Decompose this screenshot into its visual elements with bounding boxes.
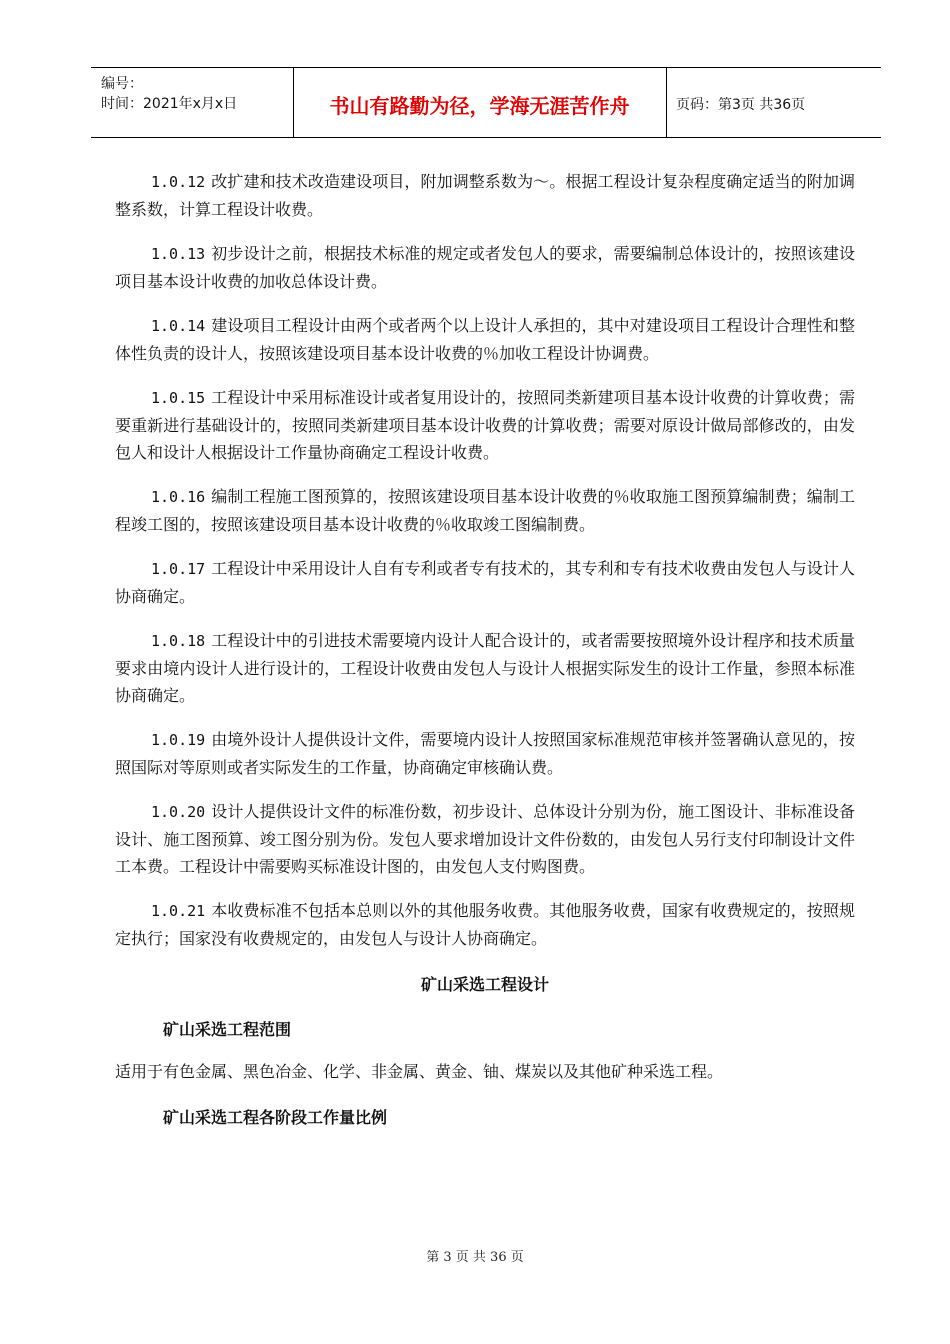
header-left-cell — [91, 68, 294, 137]
clause-text: 建设项目工程设计由两个或者两个以上设计人承担的，其中对建设项目工程设计合理性和整体性负责的设计人，按照该建设项目基本设计收费的％加收工程设计协调费。 — [115, 316, 855, 363]
time-label: 时间：2021年x月x日 — [101, 96, 238, 112]
clause-text: 改扩建和技术改造建设项目，附加调整系数为～。根据工程设计复杂程度确定适当的附加调整系数，计算工程设计收费。 — [115, 172, 855, 219]
clause-number: 1.0.15 — [151, 389, 206, 407]
motto: 书山有路勤为径，学海无涯苦作舟 — [329, 94, 630, 118]
clause-text: 本收费标准不包括本总则以外的其他服务收费。其他服务收费，国家有收费规定的，按照规定执行；国家没有收费规定的，由发包人与设计人协商确定。 — [115, 901, 855, 948]
clause-paragraph — [115, 627, 855, 709]
clause-number: 1.0.21 — [151, 902, 206, 920]
clause-paragraph — [115, 726, 855, 781]
clause-text: 工程设计中采用设计人自有专利或者专有技术的，其专利和专有技术收费由发包人与设计人协商确定。 — [115, 559, 855, 606]
clause-paragraph — [115, 897, 855, 952]
section-title: 矿山采选工程设计 — [420, 975, 549, 994]
clause-number: 1.0.16 — [151, 488, 206, 506]
scope-heading: 矿山采选工程范围 — [163, 1020, 292, 1039]
clause-text: 工程设计中采用标准设计或者复用设计的，按照同类新建项目基本设计收费的计算收费；需要重新进行基础设计的，按照同类新建项目基本设计收费的计算收费；需要对原设计做局部修改的，由发包人和设计人根据设计工作量协商确定工程设计收费。 — [115, 388, 855, 462]
clause-text: 工程设计中的引进技术需要境内设计人配合设计的，或者需要按照境外设计程序和技术质量要求由境内设计人进行设计的，工程设计收费由发包人与设计人根据实际发生的设计工作量，参照本标准协商确定。 — [115, 631, 855, 705]
clause-paragraph — [115, 555, 855, 610]
header-middle-cell — [293, 68, 667, 137]
clause-number: 1.0.20 — [151, 803, 206, 821]
ratio-heading: 矿山采选工程各阶段工作量比例 — [163, 1108, 388, 1127]
clause-text: 由境外设计人提供设计文件，需要境内设计人按照国家标准规范审核并签署确认意见的，按照国际对等原则或者实际发生的工作量，协商确定审核确认费。 — [115, 730, 855, 777]
clause-number: 1.0.19 — [151, 731, 206, 749]
header-right-cell — [666, 68, 881, 137]
code-label: 编号： — [101, 76, 143, 92]
clause-text: 设计人提供设计文件的标准份数，初步设计、总体设计分别为份，施工图设计、非标准设备设计、施工图预算、竣工图分别为份。发包人要求增加设计文件份数的，由发包人另行支付印制设计文件工本费。工程设计中需要购买标准设计图的，由发包人支付购图费。 — [115, 802, 855, 876]
clause-number: 1.0.14 — [151, 317, 206, 335]
page-header — [91, 67, 881, 138]
clause-text: 编制工程施工图预算的，按照该建设项目基本设计收费的％收取施工图预算编制费；编制工程竣工图的，按照该建设项目基本设计收费的％收取竣工图编制费。 — [115, 487, 855, 534]
clause-paragraph — [115, 483, 855, 538]
clause-number: 1.0.13 — [151, 245, 206, 263]
page-footer: 第 3 页 共 36 页 — [426, 1250, 524, 1265]
clause-paragraph — [115, 384, 855, 466]
clause-paragraph — [115, 312, 855, 367]
clause-number: 1.0.17 — [151, 560, 206, 578]
clause-text: 初步设计之前，根据技术标准的规定或者发包人的要求，需要编制总体设计的，按照该建设项目基本设计收费的加收总体设计费。 — [115, 244, 855, 291]
clause-paragraph — [115, 168, 855, 223]
clause-paragraph — [115, 798, 855, 880]
scope-text: 适用于有色金属、黑色冶金、化学、非金属、黄金、铀、煤炭以及其他矿种采选工程。 — [115, 1062, 724, 1081]
clause-number: 1.0.18 — [151, 632, 206, 650]
clause-number: 1.0.12 — [151, 173, 206, 191]
clause-paragraph — [115, 240, 855, 295]
document-body — [115, 168, 855, 1146]
page-info: 页码：第3页 共36页 — [676, 97, 806, 113]
